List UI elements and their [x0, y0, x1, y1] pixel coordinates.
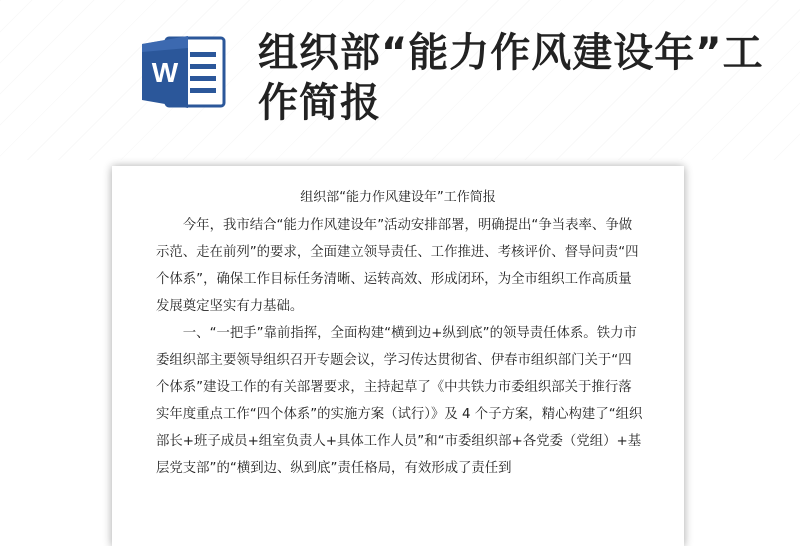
paragraph-intro: 今年，我市结合“能力作风建设年”活动安排部署，明确提出“争当表率、争做示范、走在前列”的要求，全面建立领导责任、工作推进、考核评价、督导问责“四个体系”，确保工作目标任务清晰、运转高效、形成闭环，为全市组织工作高质量发展奠定坚实有力基础。 [156, 218, 639, 314]
document-page [112, 166, 684, 546]
paragraph-section-one: 一、“一把手”靠前指挥，全面构建“横到边+纵到底”的领导责任体系。铁力市委组织部主要领导组织召开专题会议，学习传达贯彻省、伊春市组织部门关于“四个体系”建设工作的有关部署要求，主持起草了《中共铁力市委组织部关于推行落实年度重点工作“四个体系”的实施方案（试行）》及 4 个子方案，精心构建了“组织部长+班子成员+组室负责人+具体工作人员”和“市委组织部+各党委（党组）+基层党支部”的“横到边、纵到底”责任格局，有效形成了责任到 [156, 326, 643, 476]
document-body [156, 212, 644, 482]
word-logo-letter: W [151, 57, 179, 88]
header-banner [0, 0, 800, 160]
document-heading: 组织部“能力作风建设年”工作简报 [300, 190, 496, 205]
page-title: 组织部“能力作风建设年”工作简报 [258, 30, 764, 126]
word-file-icon [140, 32, 228, 112]
